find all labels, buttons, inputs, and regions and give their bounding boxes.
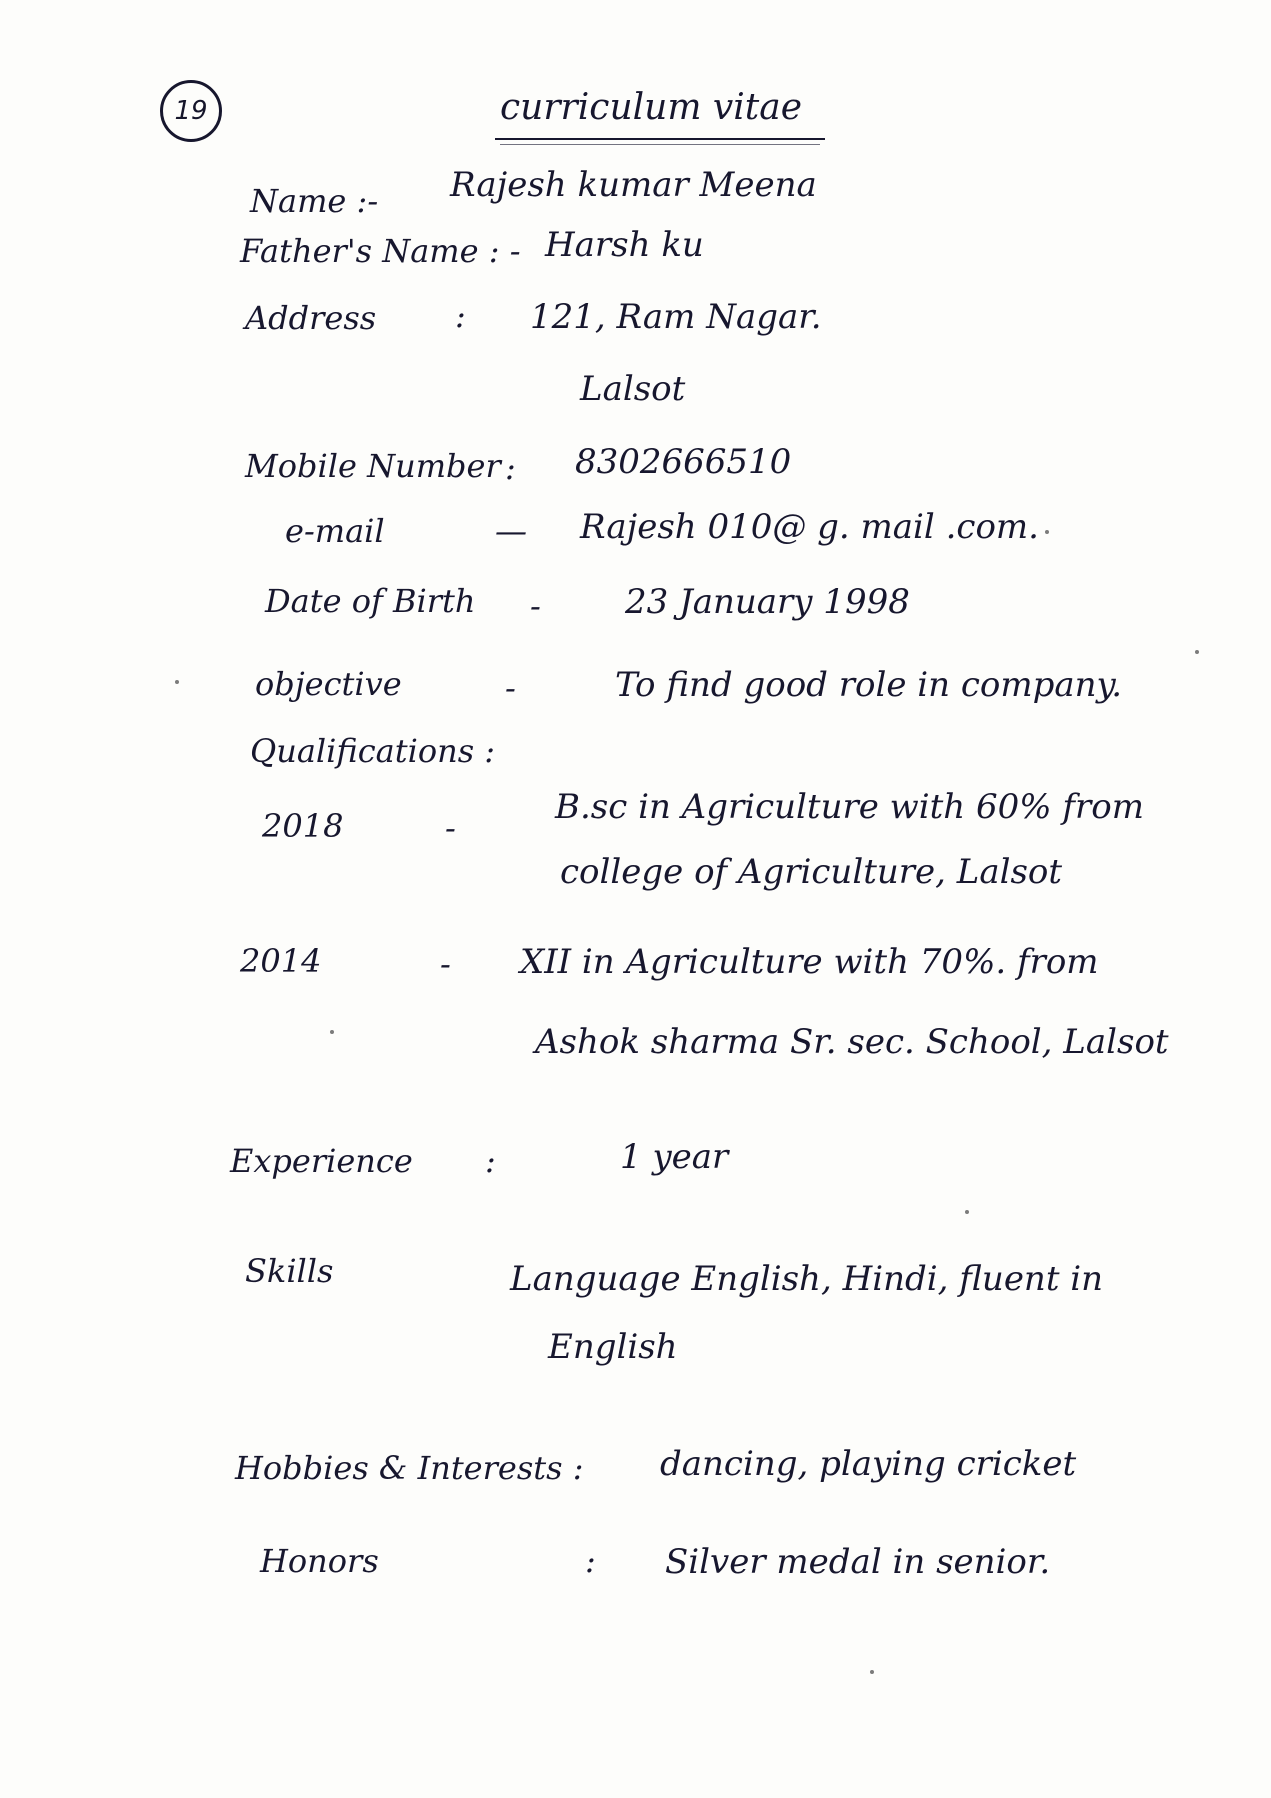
dob-label: Date of Birth [265,582,476,620]
qualification-year: 2014 [240,942,322,980]
mobile-value: 8302666510 [575,442,792,482]
qualification-line1: XII in Agriculture with 70%. from [520,942,1099,982]
address-separator: : [455,297,466,335]
skills-label: Skills [245,1252,334,1290]
page-number-circle [160,80,222,142]
name-value: Rajesh kumar Meena [450,165,817,205]
qualification-separator: - [445,809,456,847]
honors-separator: : [585,1542,596,1580]
hobbies-label: Hobbies & Interests : [235,1449,584,1487]
experience-label: Experience [230,1142,413,1180]
page-number: 19 [174,96,208,126]
dob-value: 23 January 1998 [625,582,910,622]
scan-speck [1045,530,1049,534]
father-name-value: Harsh ku [545,225,704,265]
qualification-line2: Ashok sharma Sr. sec. School, Lalsot [535,1022,1169,1062]
qualification-year: 2018 [262,807,344,845]
qualification-line2: college of Agriculture, Lalsot [560,852,1063,892]
qualification-line1: B.sc in Agriculture with 60% from [555,787,1144,827]
objective-separator: - [505,669,516,707]
address-line2: Lalsot [580,369,686,409]
objective-label: objective [255,665,402,703]
cv-title: curriculum vitae [500,87,802,128]
scan-speck [1195,650,1199,654]
qualification-separator: - [440,945,451,983]
hobbies-value: dancing, playing cricket [660,1444,1077,1484]
honors-label: Honors [260,1542,379,1580]
email-separator: — [495,512,527,550]
mobile-separator: : [505,449,516,487]
experience-separator: : [485,1142,496,1180]
experience-value: 1 year [620,1137,729,1177]
address-line1: 121, Ram Nagar. [530,297,822,337]
father-name-label: Father's Name : - [240,232,521,270]
scan-speck [965,1210,969,1214]
scan-speck [870,1670,874,1674]
dob-separator: - [530,587,541,625]
qualifications-heading: Qualifications : [250,732,496,770]
skills-line1: Language English, Hindi, fluent in [510,1259,1104,1299]
honors-value: Silver medal in senior. [665,1542,1051,1582]
address-label: Address [245,299,377,337]
scan-speck [175,680,179,684]
objective-value: To find good role in company. [615,665,1123,705]
title-underline-second [500,144,820,145]
email-value: Rajesh 010@ g. mail .com. [580,507,1039,547]
mobile-label: Mobile Number [245,447,501,485]
email-label: e-mail [285,512,385,550]
scan-speck [330,1030,334,1034]
skills-line2: English [548,1327,678,1367]
name-label: Name :- [250,182,379,220]
title-underline [495,138,825,140]
